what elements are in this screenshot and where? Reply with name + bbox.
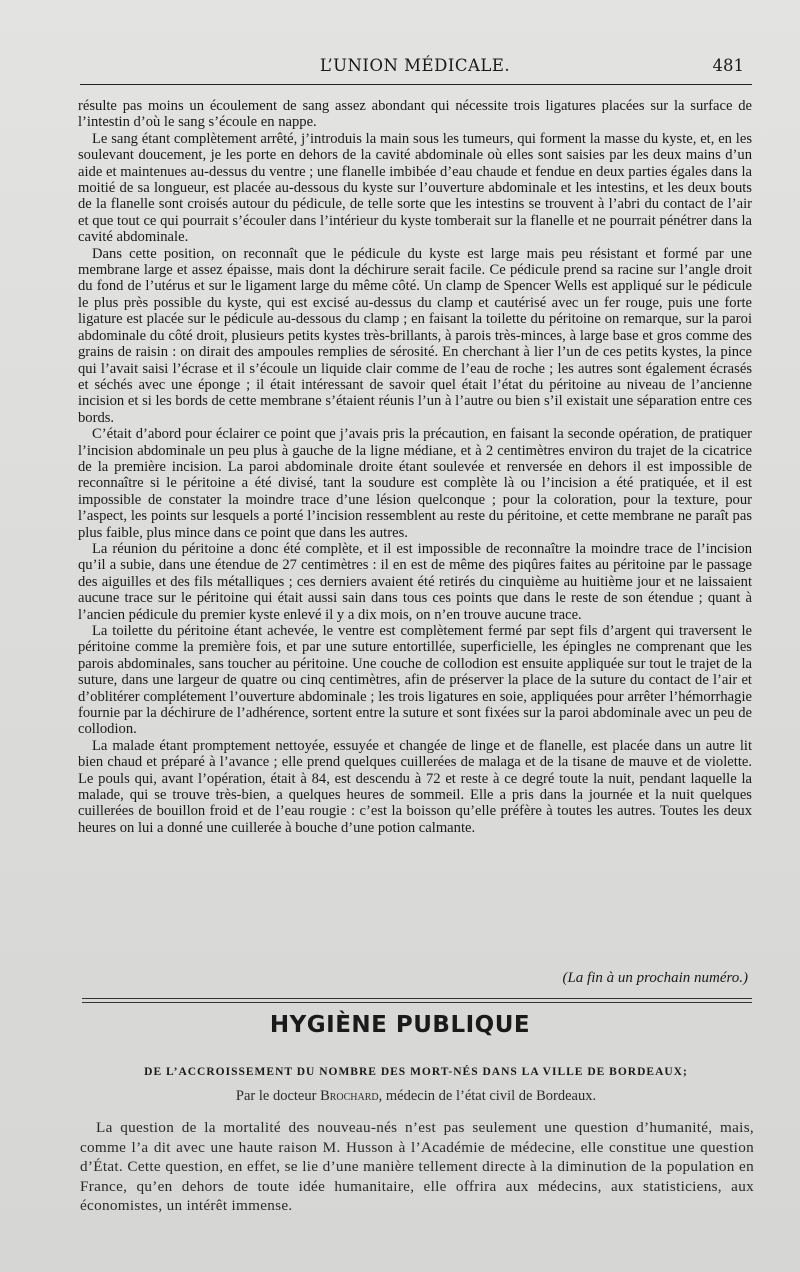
byline xyxy=(80,1088,752,1105)
journal-title: L’UNION MÉDICALE. xyxy=(319,56,511,75)
paragraph: La malade étant promptement nettoyée, essuyée et changée de linge et de flanelle, est placée dans un autre lit bien chaud et préparé à l’avance ; elle prend quelques cuillerées de malaga et de la tisane de mauve et de violette. Le pouls qui, avant l’opération, était à 84, est descendu à 72 et reste à ce degré toute la nuit, pendant laquelle la malade, qui se trouve très-bien, a quelques heures de sommeil. Elle a pris dans la journée et la nuit quelques cuillerées de bouillon froid et de l’eau rougie : c’est la boisson qu’elle préfère à toutes les autres. Toutes les deux heures on lui a donné une cuillerée à bouche d’une potion calmante. xyxy=(78,737,752,836)
section-rule xyxy=(82,998,752,999)
paragraph: Le sang étant complètement arrêté, j’introduis la main sous les tumeurs, qui forment la masse du kyste, et, en les soulevant doucement, je les porte en dehors de la cavité abdominale où elles sont saisies par les deux mains d’un aide et maintenues au-dessus du ventre ; une flanelle imbibée d’eau chaude et fendue en deux parties égales dans la moitié de sa longueur, est placée au-dessous du kyste sur l’ouverture abdominale et les intestins, et les deux bouts de la flanelle sont croisés autour du pédicule, de telle sorte que les intestins se trouvent à l’abri du contact de l’air et que tout ce qui pourrait s’écouler dans l’intérieur du kyste tomberait sur la flanelle et ne pourrait pénétrer dans la cavité abdominale. xyxy=(78,130,752,246)
header-rule xyxy=(80,84,752,85)
page-header xyxy=(80,50,750,80)
paragraph: La question de la mortalité des nouveau-nés n’est pas seulement une question d’humanité, mais, comme l’a dit avec une haute raison M. Husson à l’Académie de médecine, elle constitue une question d’État. Cette question, en effet, se lie d’une manière tellement directe à la diminution de la population en France, qu’en dehors de toute idée humanitaire, elle offrira aux médecins, aux statisticiens, aux économistes, un intérêt immense. xyxy=(80,1119,754,1214)
paragraph: La toilette du péritoine étant achevée, le ventre est complètement fermé par sept fils d’argent qui traversent le péritoine comme la première fois, et par une suture entortillée, superficielle, les épingles ne comprenant que les parois abdominales, sans toucher au péritoine. Une couche de collodion est ensuite appliquée sur tout le trajet de la suture, dans une largeur de quatre ou cinq centimètres, afin de préserver la place de la suture du contact de l’air et d’oblitérer complétement l’ouverture abdominale ; les trois ligatures en soie, appliquées pour arrêter l’hémorrhagie fournie par la déchirure de l’adhérence, sortent entre la suture et sont fixées sur la paroi abdominale avec un peu de collodion. xyxy=(78,623,752,738)
article-body xyxy=(78,98,752,836)
section-rule xyxy=(82,1002,752,1003)
paragraph: Dans cette position, on reconnaît que le pédicule du kyste est large mais peu résistant et formé par une membrane large et assez épaisse, mais dont la déchirure serait facile. Ce pédicule prend sa racine sur l’angle droit du fond de l’utérus et sur le ligament large du même côté. Un clamp de Spencer Wells est appliqué sur le pédicule le plus près possible du kyste, qui est excisé au-dessus du clamp et cautérisé avec un fer rouge, puis une forte ligature est placée sur le pédicule au-dessous du clamp ; en faisant la toilette du péritoine on remarque, sur la paroi abdominale du côté droit, plusieurs petits kystes très-brillants, à parois très-minces, à large base et gros comme des grains de raisin : on dirait des ampoules remplies de sérosité. En cherchant à lier l’un de ces petits kystes, la pince qui l’avait saisi l’écrase et il s’écoule un liquide clair comme de l’eau de roche ; les autres sont également écrasés et séchés avec une éponge ; il était intéressant de savoir quel était l’état du péritoine au niveau de l’ancienne incision et si les bords de cette membrane s’étaient réunis l’un à l’autre ou bien s’il existait une séparation entre ces bords. xyxy=(78,245,752,426)
page-number: 481 xyxy=(712,56,744,75)
section-body xyxy=(80,1118,754,1216)
byline-suffix: , médecin de l’état civil de Bordeaux. xyxy=(378,1088,597,1104)
article-title: DE L’ACCROISSEMENT DU NOMBRE DES MORT-NÉS DANS LA VILLE DE BORDEAUX; xyxy=(144,1066,688,1078)
continuation-note: (La fin à un prochain numéro.) xyxy=(562,970,748,986)
section-title: HYGIÈNE PUBLIQUE xyxy=(269,1012,531,1038)
paragraph: C’était d’abord pour éclairer ce point que j’avais pris la précaution, en faisant la seconde opération, de pratiquer l’incision abdominale un peu plus à gauche de la ligne médiane, et à 2 centimètres environ du trajet de la cicatrice de la première incision. La paroi abdominale droite étant soulevée et renversée en dehors il est impossible de reconnaître si le péritoine a été divisé, tant la soudure est complète là ou l’incision a été pratiquée, et il est impossible de constater la moindre trace d’une lésion quelconque ; pour la coloration, pour la texture, pour l’aspect, les points sur lesquels a porté l’incision ressemblent au reste du péritoine, et cette membrane ne paraît pas plus faible, plus mince dans ce point que dans les autres. xyxy=(78,426,752,541)
paragraph: résulte pas moins un écoulement de sang assez abondant qui nécessite trois ligatures placées sur la surface de l’intestin d’où le sang s’écoule en nappe. xyxy=(78,98,752,131)
author-name: Brochard xyxy=(320,1088,379,1104)
paragraph: La réunion du péritoine a donc été complète, et il est impossible de reconnaître la moindre trace de l’incision qu’il a subie, dans une étendue de 27 centimètres : il en est de même des piqûres faites au péritoine par le passage des aiguilles et des fils métalliques ; ces derniers avaient été retirés du cinquième au huitième jour et ne laissaient aucune trace sur le péritoine qui était aussi sain dans tous ces points que dans le reste de son étendue ; quant à l’ancien pédicule du premier kyste enlevé il y a dix mois, on n’en trouve aucune trace. xyxy=(78,540,752,623)
byline-prefix: Par le docteur xyxy=(235,1088,317,1104)
